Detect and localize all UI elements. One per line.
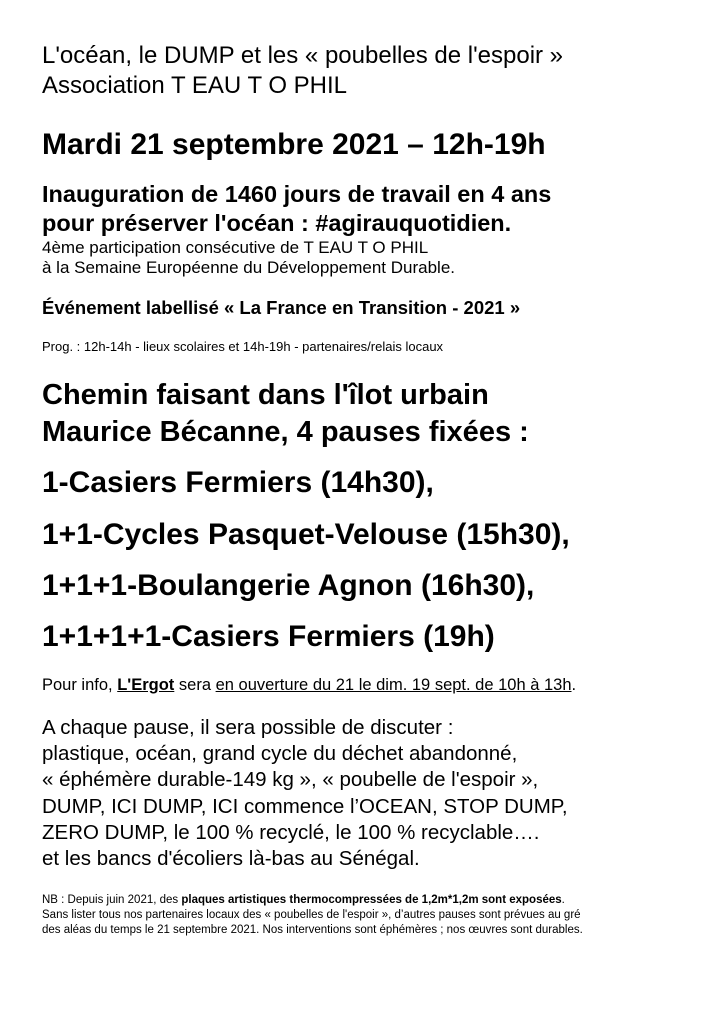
header-title-line-2: Association T EAU T O PHIL <box>42 72 348 99</box>
topics-line-2: plastique, océan, grand cycle du déchet abandonné, <box>42 742 518 765</box>
footnote-prefix: NB : Depuis juin 2021, des <box>42 894 182 906</box>
route-stop-1: 1-Casiers Fermiers (14h30), <box>42 466 434 499</box>
footnote-bold: plaques artistiques thermocompressées de 1,2m*1,2m sont exposées <box>181 894 562 906</box>
info-middle: sera <box>174 676 216 694</box>
info-opening: en ouverture du 21 le dim. 19 sept. de 10h à 13h <box>215 676 572 694</box>
topics-line-1: A chaque pause, il sera possible de discuter : <box>42 716 454 739</box>
route-stop-2: 1+1-Cycles Pasquet-Velouse (15h30), <box>42 518 570 551</box>
topics-line-4: DUMP, ICI DUMP, ICI commence l’OCEAN, STOP DUMP, <box>42 795 568 818</box>
header-title-line-1: L'océan, le DUMP et les « poubelles de l'espoir » <box>42 42 564 69</box>
info-line <box>42 675 576 695</box>
route-stop-3: 1+1+1-Boulangerie Agnon (16h30), <box>42 569 535 602</box>
topics-line-6: et les bancs d'écoliers là-bas au Sénégal. <box>42 847 420 870</box>
footnote-suffix: . <box>561 894 565 906</box>
program-schedule: Prog. : 12h-14h - lieux scolaires et 14h-19h - partenaires/relais locaux <box>42 339 444 354</box>
info-prefix: Pour info, <box>42 676 118 694</box>
event-headline-line-2: pour préserver l'océan : #agirauquotidien. <box>42 210 512 236</box>
event-label: Événement labellisé « La France en Transition - 2021 » <box>42 297 521 318</box>
info-place: L'Ergot <box>117 676 175 694</box>
event-headline-line-1: Inauguration de 1460 jours de travail en 4 ans <box>42 181 552 207</box>
footnote-line-2: Sans lister tous nos partenaires locaux des « poubelles de l'espoir », d’autres pauses sont prévues au gré <box>42 909 581 921</box>
topics-line-5: ZERO DUMP, le 100 % recyclé, le 100 % recyclable…. <box>42 821 540 844</box>
topics-line-3: « éphémère durable-149 kg », « poubelle de l'espoir », <box>42 768 539 791</box>
route-intro-line-1: Chemin faisant dans l'îlot urbain <box>42 379 489 411</box>
participation-line-1: 4ème participation consécutive de T EAU T O PHIL <box>42 238 429 257</box>
footnote-line-3: des aléas du temps le 21 septembre 2021. Nos interventions sont éphémères ; nos œuvres sont durables. <box>42 924 583 936</box>
info-suffix: . <box>571 676 577 694</box>
event-date: Mardi 21 septembre 2021 – 12h-19h <box>42 128 546 161</box>
participation-line-2: à la Semaine Européenne du Développement Durable. <box>42 258 455 277</box>
footnote-line-1 <box>42 893 565 907</box>
route-stop-4: 1+1+1+1-Casiers Fermiers (19h) <box>42 620 495 653</box>
route-intro-line-2: Maurice Bécanne, 4 pauses fixées : <box>42 416 529 448</box>
